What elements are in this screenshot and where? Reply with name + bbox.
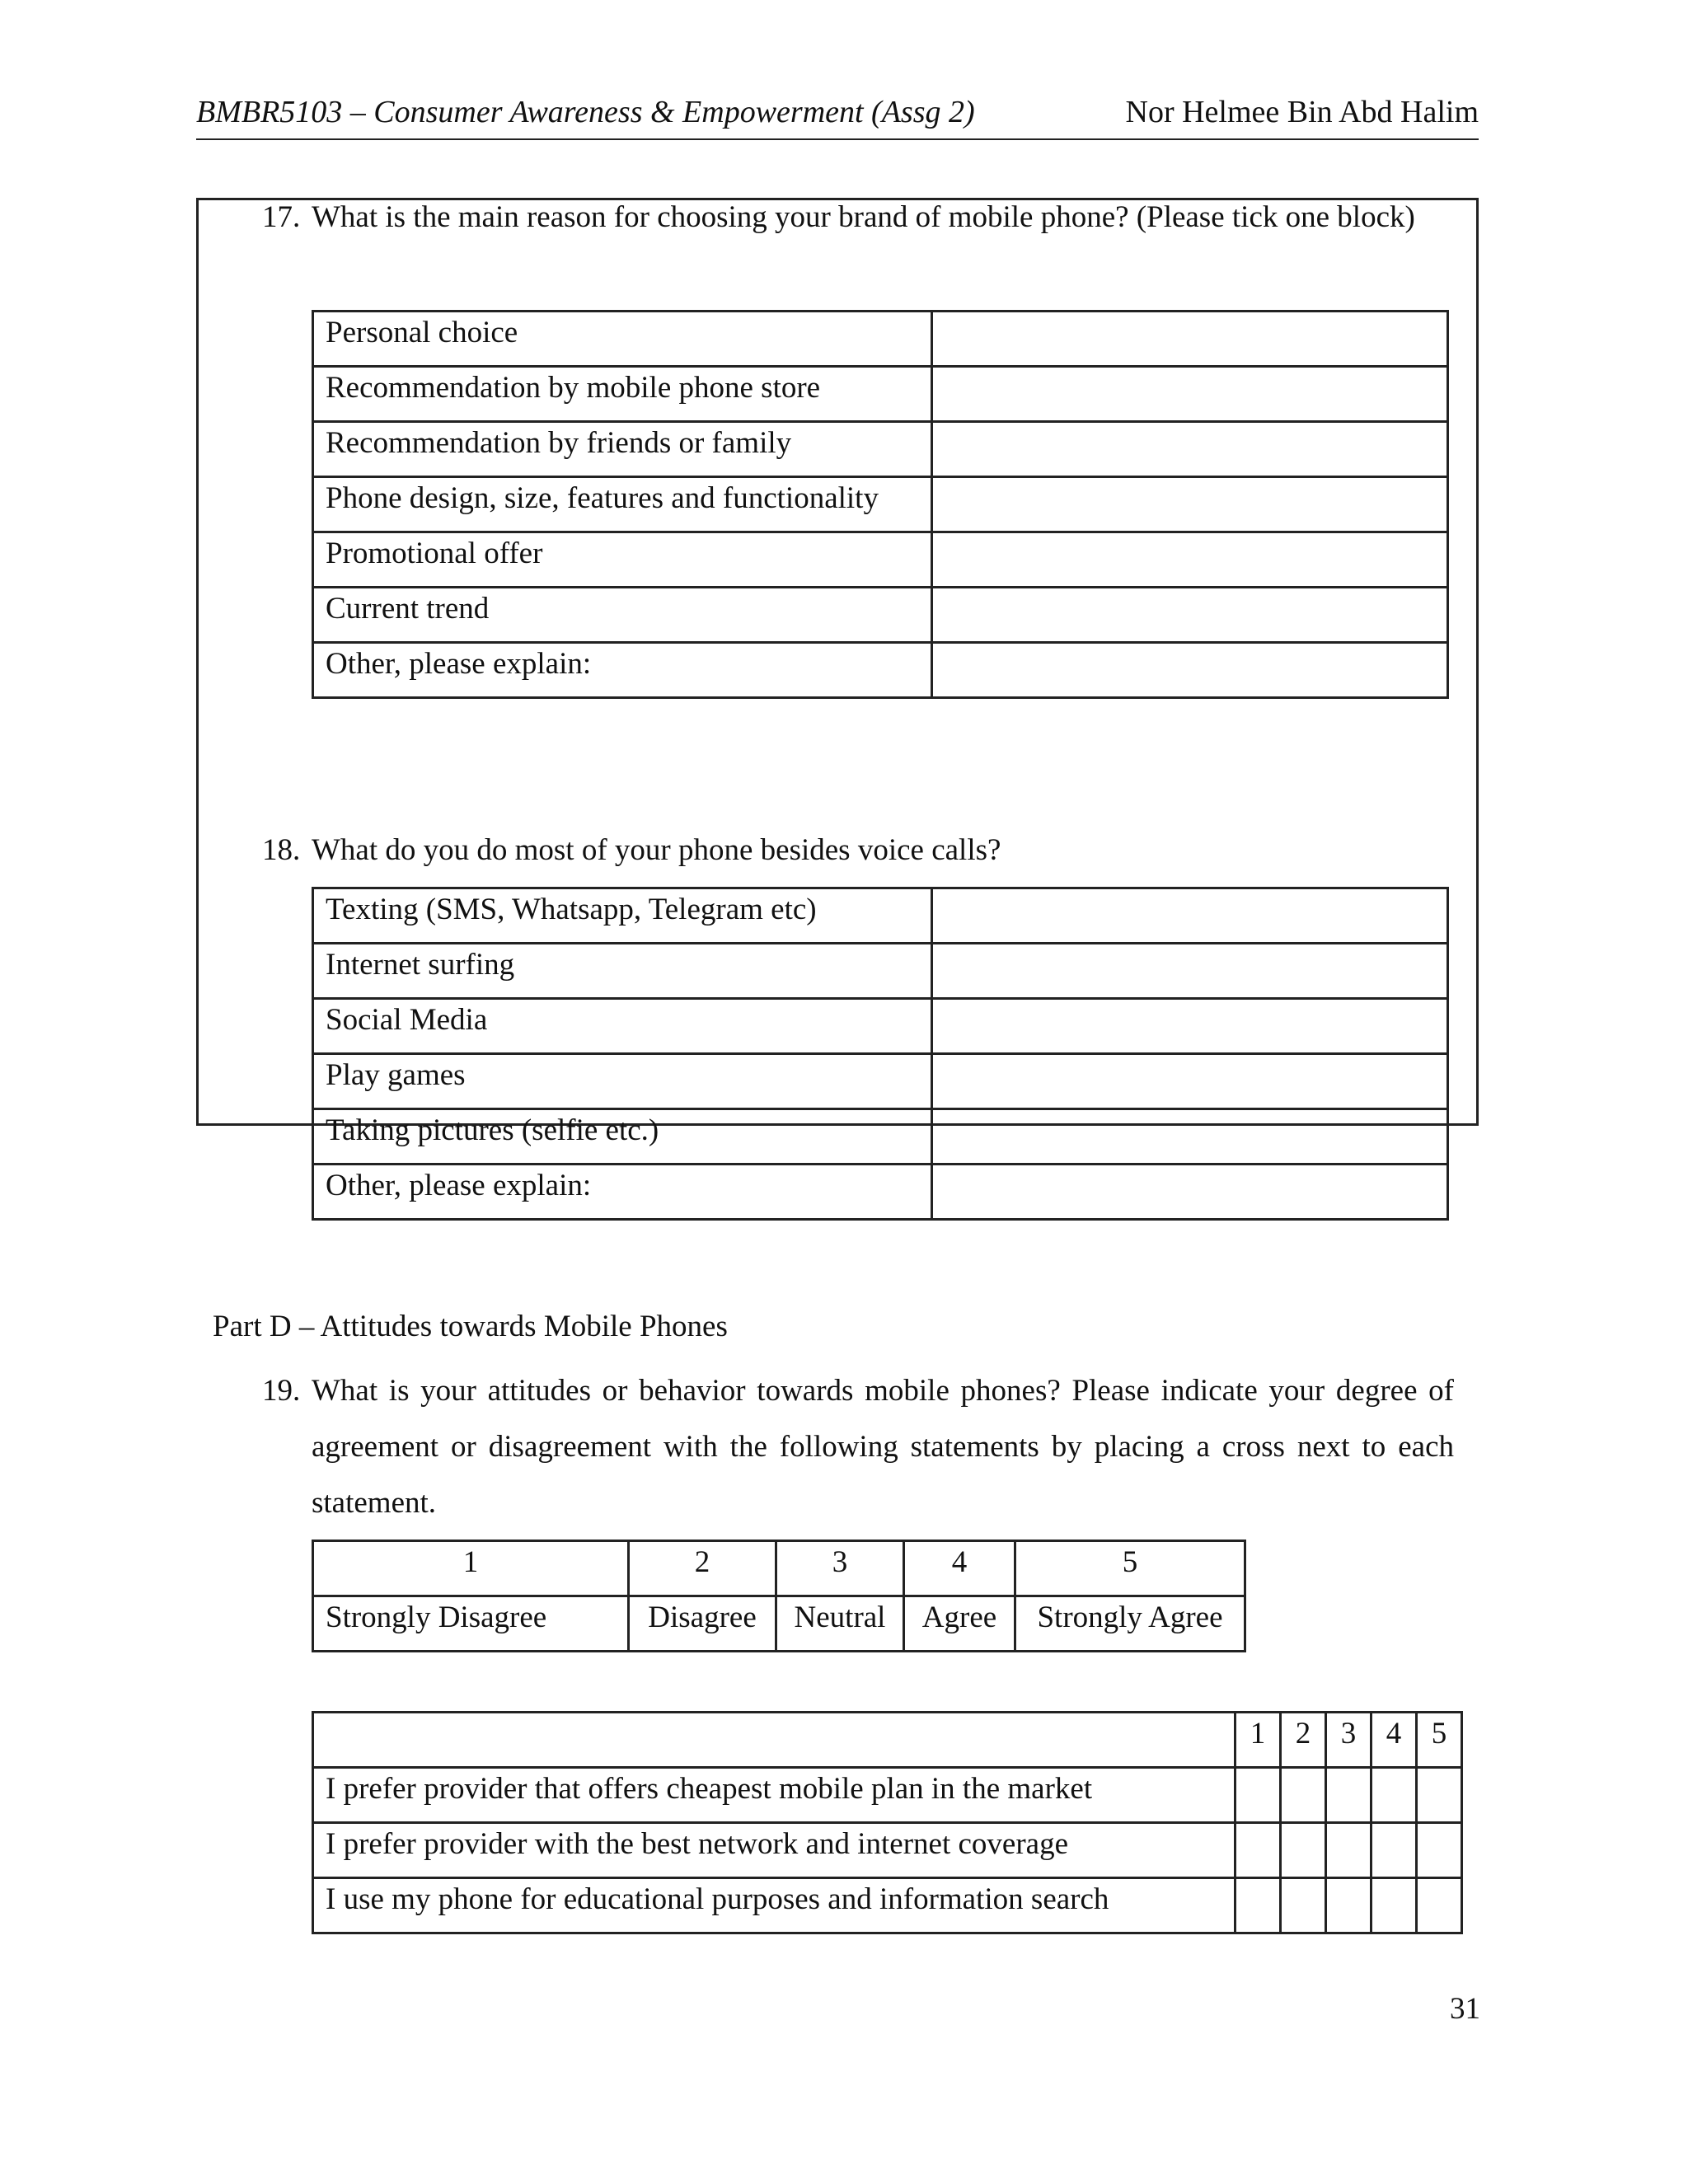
table-row (313, 1109, 1448, 1165)
q18-option-label: Texting (SMS, Whatsapp, Telegram etc) (313, 888, 932, 944)
table-row (313, 367, 1448, 422)
table-row (313, 643, 1448, 698)
table-row (313, 312, 1448, 367)
header-author: Nor Helmee Bin Abd Halim (1125, 95, 1479, 129)
rating-box[interactable] (1326, 1878, 1372, 1933)
rating-box[interactable] (1417, 1878, 1462, 1933)
statement-text: I prefer provider with the best network and internet coverage (313, 1823, 1236, 1878)
table-row (313, 888, 1448, 944)
q17-text: What is the main reason for choosing your brand of mobile phone? (Please tick one block) (312, 200, 1415, 234)
scale-number: 1 (313, 1541, 629, 1596)
rating-box[interactable] (1417, 1823, 1462, 1878)
q18-option-label: Play games (313, 1054, 932, 1109)
header-rule (196, 138, 1479, 140)
q18-number: 18. (262, 833, 301, 867)
table-row (313, 1054, 1448, 1109)
q19-statements-table (312, 1711, 1463, 1934)
rating-box[interactable] (1326, 1823, 1372, 1878)
q17-tick-box[interactable] (932, 422, 1448, 477)
scale-label: Agree (904, 1596, 1015, 1652)
rating-box[interactable] (1236, 1823, 1281, 1878)
table-row (313, 944, 1448, 999)
q18-option-label: Other, please explain: (313, 1165, 932, 1220)
q17-option-label: Personal choice (313, 312, 932, 367)
rating-column-header: 1 (1236, 1713, 1281, 1768)
rating-column-header: 4 (1372, 1713, 1417, 1768)
table-row (313, 422, 1448, 477)
rating-column-header: 2 (1281, 1713, 1326, 1768)
q18-tick-box[interactable] (932, 1054, 1448, 1109)
q17-option-label: Other, please explain: (313, 643, 932, 698)
rating-box[interactable] (1281, 1823, 1326, 1878)
page-number: 31 (1450, 1992, 1480, 2026)
rating-box[interactable] (1372, 1823, 1417, 1878)
rating-box[interactable] (1236, 1768, 1281, 1823)
rating-box[interactable] (1281, 1768, 1326, 1823)
table-row (313, 588, 1448, 643)
q17-tick-box[interactable] (932, 532, 1448, 588)
statement-text: I use my phone for educational purposes and information search (313, 1878, 1236, 1933)
q18-tick-box[interactable] (932, 944, 1448, 999)
statement-header-blank (313, 1713, 1236, 1768)
rating-box[interactable] (1372, 1768, 1417, 1823)
table-row (313, 1596, 1245, 1652)
q17-tick-box[interactable] (932, 477, 1448, 532)
scale-number: 4 (904, 1541, 1015, 1596)
table-row (313, 1165, 1448, 1220)
q18-option-label: Social Media (313, 999, 932, 1054)
table-row (313, 1823, 1462, 1878)
table-row (313, 1768, 1462, 1823)
q17-tick-box[interactable] (932, 588, 1448, 643)
q18-tick-box[interactable] (932, 999, 1448, 1054)
rating-box[interactable] (1417, 1768, 1462, 1823)
rating-box[interactable] (1372, 1878, 1417, 1933)
scale-label: Strongly Disagree (313, 1596, 629, 1652)
scale-label: Disagree (629, 1596, 776, 1652)
q18-option-label: Internet surfing (313, 944, 932, 999)
q19-scale-legend-table (312, 1540, 1246, 1652)
table-row (313, 532, 1448, 588)
statement-text: I prefer provider that offers cheapest mobile plan in the market (313, 1768, 1236, 1823)
table-row (313, 1878, 1462, 1933)
scale-number: 5 (1015, 1541, 1245, 1596)
table-row (313, 1713, 1462, 1768)
q18-tick-box[interactable] (932, 1109, 1448, 1165)
rating-box[interactable] (1236, 1878, 1281, 1933)
q18-tick-box[interactable] (932, 1165, 1448, 1220)
rating-box[interactable] (1281, 1878, 1326, 1933)
scale-number: 2 (629, 1541, 776, 1596)
q17-option-label: Current trend (313, 588, 932, 643)
q19-text: What is your attitudes or behavior towards mobile phones? Please indicate your degree of agreement or disagreement with the following statements by placing a cross next to each statement. (312, 1374, 1454, 1520)
scale-number: 3 (776, 1541, 904, 1596)
q17-number: 17. (262, 200, 301, 234)
header-course-title: BMBR5103 – Consumer Awareness & Empowerment (Assg 2) (196, 95, 975, 129)
q17-tick-box[interactable] (932, 312, 1448, 367)
rating-column-header: 3 (1326, 1713, 1372, 1768)
q17-option-label: Recommendation by mobile phone store (313, 367, 932, 422)
q18-tick-box[interactable] (932, 888, 1448, 944)
q17-tick-box[interactable] (932, 643, 1448, 698)
q18-options-table (312, 887, 1449, 1221)
part-d-heading: Part D – Attitudes towards Mobile Phones (213, 1310, 728, 1343)
rating-column-header: 5 (1417, 1713, 1462, 1768)
table-row (313, 1541, 1245, 1596)
rating-box[interactable] (1326, 1768, 1372, 1823)
table-row (313, 477, 1448, 532)
q17-option-label: Recommendation by friends or family (313, 422, 932, 477)
q17-options-table (312, 310, 1449, 699)
scale-label: Strongly Agree (1015, 1596, 1245, 1652)
scale-label: Neutral (776, 1596, 904, 1652)
table-row (313, 999, 1448, 1054)
q18-option-label: Taking pictures (selfie etc.) (313, 1109, 932, 1165)
q17-option-label: Promotional offer (313, 532, 932, 588)
q17-tick-box[interactable] (932, 367, 1448, 422)
q18-text: What do you do most of your phone besides voice calls? (312, 833, 1001, 867)
q17-option-label: Phone design, size, features and functionality (313, 477, 932, 532)
q19-number: 19. (262, 1374, 301, 1408)
